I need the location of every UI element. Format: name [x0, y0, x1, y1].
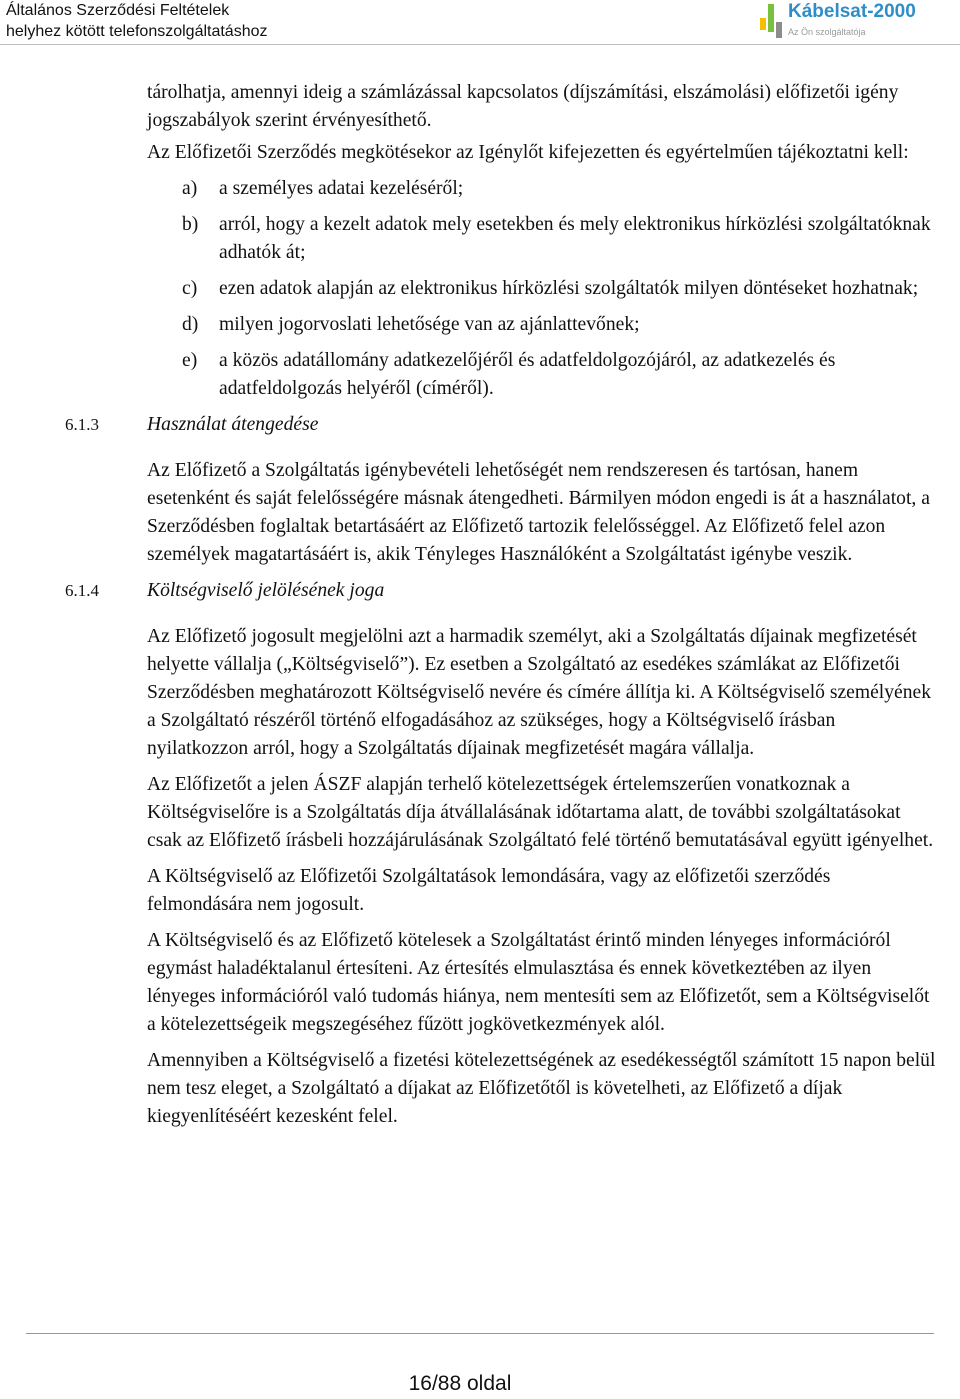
list-marker: a) [182, 178, 198, 199]
section-paragraph: Az Előfizetőt a jelen ÁSZF alapján terhelő kötelezettségek értelemszerűen vonatkoznak a Költségviselőre is a Szolgáltatás díja átvállalásának időtartama alatt, de további szolgáltatásokat csak az Előfizető írásbeli hozzájárulásának Szolgáltató felé történő bemutatásával együtt igényelhet. [147, 774, 934, 851]
list-marker: e) [182, 350, 198, 371]
company-logo [758, 2, 956, 40]
list-marker: b) [182, 214, 199, 235]
section-title: Költségviselő jelölésének joga [147, 580, 385, 601]
document-body [65, 79, 937, 1139]
section-paragraph: Amennyiben a Költségviselő a fizetési kötelezettségének az esedékességtől számított 15 napon belül nem tesz eleget, a Szolgáltató a díjakat az Előfizetőtől is követelheti, az Előfizető a díjak kiegyenlítéséért kezesként felel. [147, 1050, 936, 1127]
section-paragraph: Az Előfizető a Szolgáltatás igénybevételi lehetőségét nem rendszeresen és tartósan, hanem esetenként és saját felelősségére másnak átengedheti. Bármilyen módon engedi is át a használatot, a Szerződésben foglaltak betartásáért az Előfizető tartozik felelősséggel. Az Előfizető felel azon személyek magatartásáért is, akik Tényleges Használóként a Szolgáltatást igénybe veszik. [147, 460, 930, 565]
list-item [147, 211, 937, 267]
list-item-text: a személyes adatai kezeléséről; [219, 178, 464, 199]
footer-divider [26, 1333, 934, 1334]
section-number: 6.1.4 [65, 581, 99, 600]
document-header-title [6, 0, 268, 42]
section-title: Használat átengedése [147, 414, 319, 435]
list-item [147, 347, 937, 403]
section-body [147, 457, 937, 569]
list-item [147, 311, 937, 339]
intro-paragraph-1: tárolhatja, amennyi ideig a számlázással kapcsolatos (díjszámítási, elszámolási) előfizetői igény jogszabályok szerint érvényesíthető. [147, 82, 899, 131]
section-paragraph: A Költségviselő az Előfizetői Szolgáltatások lemondására, vagy az előfizetői szerződés felmondására nem jogosult. [147, 866, 831, 915]
logo-bar-yellow [760, 18, 766, 30]
list-marker: d) [182, 314, 199, 335]
intro-paragraph-2: Az Előfizetői Szerződés megkötésekor az Igénylőt kifejezetten és egyértelműen tájékoztatni kell: [147, 142, 909, 163]
logo-bars-icon [758, 2, 786, 40]
list-item-text: a közös adatállomány adatkezelőjéről és adatfeldolgozójáról, az adatkezelés és adatfeldolgozás helyéről (címéről). [219, 350, 836, 399]
list-marker: c) [182, 278, 198, 299]
information-list [147, 175, 937, 403]
section-paragraph: Az Előfizető jogosult megjelölni azt a harmadik személyt, aki a Szolgáltatás díjainak megfizetését helyette vállalja („Költségviselő”). Ez esetben a Szolgáltató az esedékes számlákat az Előfizetői Szerződésben meghatározott Költségviselő nevére és címére állítja ki. A Költségviselő személyének a Szolgáltató részéről történő elfogadásához az szükséges, hogy a Költségviselő írásban nyilatkozzon arról, hogy a Szolgáltatás díjainak megfizetését magára vállalja. [147, 626, 932, 759]
header-title-line-2: helyhez kötött telefonszolgáltatáshoz [6, 23, 268, 40]
logo-bar-gray [776, 22, 782, 38]
section-number: 6.1.3 [65, 415, 99, 434]
section-6-1-4 [65, 577, 937, 1131]
section-paragraph: A Költségviselő és az Előfizető kötelesek a Szolgáltatást érintő minden lényeges információról egymást haladéktalanul értesíteni. Az értesítés elmulasztása és ennek következtében az ilyen lényeges információról való tudomás hiánya, nem mentesíti sem az Előfizetőt, sem a Költségviselőt a kötelezettségeik megszegéséhez fűzött jogkövetkezmények alól. [147, 930, 930, 1035]
logo-tagline: Az Ön szolgáltatója [788, 27, 866, 37]
list-item-text: arról, hogy a kezelt adatok mely esetekben és mely elektronikus hírközlési szolgáltatóknak adhatók át; [219, 214, 931, 263]
header-title-line-1: Általános Szerződési Feltételek [6, 2, 230, 19]
list-item-text: milyen jogorvoslati lehetősége van az ajánlattevőnek; [219, 314, 640, 335]
section-body [147, 623, 937, 1131]
header-divider [0, 44, 960, 45]
logo-company-name: Kábelsat-2000 [788, 1, 916, 22]
section-6-1-3 [65, 411, 937, 569]
logo-bar-green [768, 4, 774, 32]
list-item [147, 175, 937, 203]
list-item-text: ezen adatok alapján az elektronikus hírközlési szolgáltatók milyen döntéseket hozhatnak; [219, 278, 919, 299]
list-item [147, 275, 937, 303]
page-number: 16/88 oldal [408, 1372, 512, 1395]
